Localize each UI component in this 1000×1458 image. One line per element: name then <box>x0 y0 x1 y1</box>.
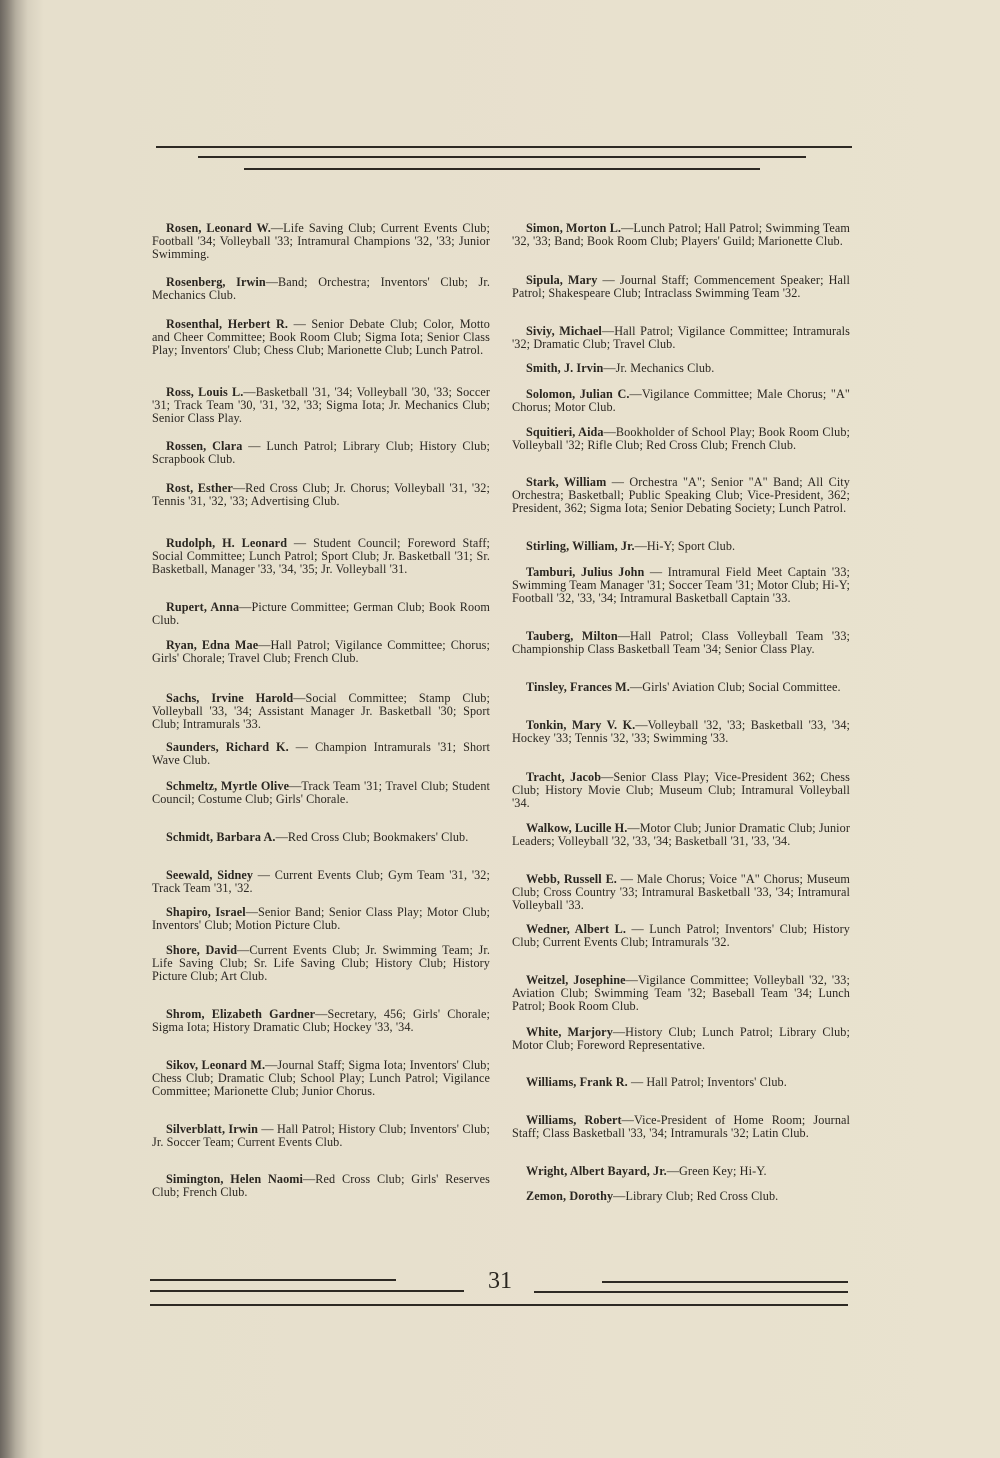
footer-rule-full <box>150 1304 848 1306</box>
student-activities: —Hall Patrol; Vigilance Committee; Chorus; Girls' Chorale; Travel Club; French Club. <box>152 638 490 666</box>
student-entry <box>152 482 490 508</box>
student-name: Sikov, Leonard M. <box>166 1058 266 1072</box>
student-name: Ryan, Edna Mae <box>166 638 259 652</box>
student-name: Williams, Robert <box>526 1113 622 1127</box>
student-entry <box>512 771 850 811</box>
student-activities: —Girls' Aviation Club; Social Committee. <box>629 680 841 694</box>
footer-rule-right-short <box>602 1281 848 1283</box>
student-activities: —Hall Patrol; Class Volleyball Team '33; Championship Class Basketball Team '34; Senior Class Play. <box>512 629 851 657</box>
student-name: Shore, David <box>166 943 238 957</box>
student-entry <box>512 426 850 452</box>
student-name: Tonkin, Mary V. K. <box>526 718 636 732</box>
student-name: Siviy, Michael <box>526 324 602 338</box>
student-entry <box>152 222 490 262</box>
student-activities: —Red Cross Club; Girls' Reserves Club; French Club. <box>152 1172 490 1200</box>
student-name: White, Marjory <box>526 1025 613 1039</box>
student-activities: —Journal Staff; Sigma Iota; Inventors' Club; Chess Club; Dramatic Club; School Play; Lunch Patrol; Vigilance Committee; Marionette Club; Junior Chorus. <box>152 1058 490 1099</box>
student-activities: —Vigilance Committee; Volleyball '32, '33; Aviation Club; Swimming Team '32; Baseball Team '34; Lunch Patrol; Book Room Club. <box>512 973 850 1014</box>
student-entry <box>512 873 850 913</box>
student-activities: — Current Events Club; Gym Team '31, '32; Track Team '31, '32. <box>152 868 490 896</box>
student-name: Weitzel, Josephine <box>526 973 626 987</box>
student-activities: —Lunch Patrol; Hall Patrol; Swimming Team '32, '33; Band; Book Room Club; Players' Guild; Marionette Club. <box>512 221 850 249</box>
student-name: Tracht, Jacob <box>526 770 602 784</box>
student-name: Rost, Esther <box>166 481 233 495</box>
student-activities: —Hall Patrol; Vigilance Committee; Intramurals '32; Dramatic Club; Travel Club. <box>512 324 850 352</box>
page-number: 31 <box>488 1268 512 1294</box>
student-entry <box>512 630 850 656</box>
student-name: Rudolph, H. Leonard <box>166 536 288 550</box>
student-entry <box>152 318 490 358</box>
student-activities: — Student Council; Foreword Staff; Social Committee; Lunch Patrol; Sport Club; Jr. Basketball '31; Sr. Basketball, Manager '33, '34, '35; Jr. Volleyball '31. <box>152 536 490 577</box>
student-entry <box>152 869 490 895</box>
student-entry <box>512 1114 850 1140</box>
student-name: Schmeltz, Myrtle Olive <box>166 779 290 793</box>
student-entry <box>152 1173 490 1199</box>
footer-rule-left-long <box>150 1290 464 1292</box>
student-name: Saunders, Richard K. <box>166 740 289 754</box>
student-entry <box>152 440 490 466</box>
student-entry <box>512 681 850 694</box>
student-entry <box>152 906 490 932</box>
student-name: Shapiro, Israel <box>166 905 246 919</box>
student-entry <box>152 944 490 984</box>
student-activities: —Bookholder of School Play; Book Room Club; Volleyball '32; Rifle Club; Red Cross Club; French Club. <box>512 425 850 453</box>
student-activities: — Intramural Field Meet Captain '33; Swimming Team Manager '31; Soccer Team '31; Motor Club; Hi-Y; Football '32, '33, '34; Intramural Basketball Captain '33. <box>512 565 851 606</box>
student-name: Rosenthal, Herbert R. <box>166 317 289 331</box>
student-activities: —Current Events Club; Jr. Swimming Team; Jr. Life Saving Club; Sr. Life Saving Club; History Club; History Picture Club; Art Club. <box>152 943 491 984</box>
student-entry <box>512 1190 850 1203</box>
student-activities: —Life Saving Club; Current Events Club; Football '34; Volleyball '33; Intramural Champions '32, '33; Junior Swimming. <box>152 221 490 262</box>
student-entry <box>152 639 490 665</box>
footer-rule-right-long <box>534 1291 848 1293</box>
student-entry <box>512 566 850 606</box>
header-rule-middle <box>198 156 806 158</box>
header-rule-top <box>156 146 852 148</box>
student-activities: —Green Key; Hi-Y. <box>666 1164 767 1178</box>
student-entry <box>512 923 850 949</box>
student-activities: — Orchestra "A"; Senior "A" Band; All City Orchestra; Basketball; Public Speaking Club; Vice-President, 362; President, 362; Sigma Iota; Senior Debating Society; Lunch Patrol. <box>512 475 850 516</box>
student-entry <box>512 822 850 848</box>
student-activities: —Senior Band; Senior Class Play; Motor Club; Inventors' Club; Motion Picture Club. <box>152 905 490 933</box>
student-name: Smith, J. Irvin <box>526 361 604 375</box>
student-activities: —Picture Committee; German Club; Book Room Club. <box>152 600 490 628</box>
student-name: Sachs, Irvine Harold <box>166 691 294 705</box>
student-activities: —Red Cross Club; Jr. Chorus; Volleyball '31, '32; Tennis '31, '32, '33; Advertising Club. <box>152 481 490 509</box>
student-entry <box>512 325 850 351</box>
student-activities: —Band; Orchestra; Inventors' Club; Jr. Mechanics Club. <box>152 275 490 303</box>
student-name: Ross, Louis L. <box>166 385 244 399</box>
student-activities: — Journal Staff; Commencement Speaker; Hall Patrol; Shakespeare Club; Intraclass Swimming Team '32. <box>512 273 850 301</box>
student-name: Solomon, Julian C. <box>526 387 630 401</box>
student-name: Tinsley, Frances M. <box>526 680 630 694</box>
student-activities: —History Club; Lunch Patrol; Library Club; Motor Club; Foreword Representative. <box>512 1025 850 1053</box>
student-activities: — Hall Patrol; History Club; Inventors' Club; Jr. Soccer Team; Current Events Club. <box>152 1122 490 1150</box>
student-entry <box>512 1076 850 1089</box>
student-activities: —Volleyball '32, '33; Basketball '33, '34; Hockey '33; Tennis '32, '33; Swimming '33. <box>512 718 850 746</box>
student-activities: — Champion Intramurals '31; Short Wave Club. <box>152 740 490 768</box>
student-name: Squitieri, Aida <box>526 425 604 439</box>
student-entry <box>512 476 850 516</box>
student-name: Seewald, Sidney <box>166 868 254 882</box>
student-name: Sipula, Mary <box>526 273 598 287</box>
student-activities: —Vigilance Committee; Male Chorus; "A" Chorus; Motor Club. <box>512 387 850 415</box>
student-activities: —Senior Class Play; Vice-President 362; Chess Club; History Movie Club; Museum Club; Intramural Volleyball '34. <box>512 770 850 811</box>
student-entry <box>152 601 490 627</box>
student-name: Rossen, Clara <box>166 439 243 453</box>
student-entry <box>512 388 850 414</box>
student-name: Shrom, Elizabeth Gardner <box>166 1007 316 1021</box>
student-entry <box>512 1165 850 1178</box>
student-activities: —Track Team '31; Travel Club; Student Council; Costume Club; Girls' Chorale. <box>152 779 490 807</box>
student-entry <box>152 1123 490 1149</box>
student-activities: —Secretary, 456; Girls' Chorale; Sigma Iota; History Dramatic Club; Hockey '33, '34. <box>152 1007 490 1035</box>
student-activities: — Lunch Patrol; Inventors' Club; History Club; Current Events Club; Intramurals '32. <box>512 922 850 950</box>
student-entry <box>152 692 490 732</box>
student-entry <box>152 386 490 426</box>
student-entry <box>512 540 850 553</box>
student-name: Tamburi, Julius John <box>526 565 645 579</box>
student-activities: —Hi-Y; Sport Club. <box>634 539 736 553</box>
student-name: Stirling, William, Jr. <box>526 539 635 553</box>
student-name: Schmidt, Barbara A. <box>166 830 276 844</box>
student-name: Simon, Morton L. <box>526 221 622 235</box>
student-activities: — Senior Debate Club; Color, Motto and Cheer Committee; Book Room Club; Sigma Iota; Senior Class Play; Inventors' Club; Chess Club; Marionette Club; Lunch Patrol. <box>152 317 490 358</box>
student-entry <box>152 1008 490 1034</box>
student-entry <box>152 831 490 844</box>
student-name: Wedner, Albert L. <box>526 922 626 936</box>
student-activities: — Lunch Patrol; Library Club; History Club; Scrapbook Club. <box>152 439 491 467</box>
student-name: Simington, Helen Naomi <box>166 1172 304 1186</box>
student-name: Rupert, Anna <box>166 600 240 614</box>
student-activities: —Social Committee; Stamp Club; Volleyball '33, '34; Assistant Manager Jr. Basketball '30; Sport Club; Intramurals '33. <box>152 691 490 732</box>
student-name: Zemon, Dorothy <box>526 1189 614 1203</box>
student-entry <box>512 222 850 248</box>
student-activities: —Basketball '31, '34; Volleyball '30, '33; Soccer '31; Track Team '30, '31, '32, '33; Sigma Iota; Jr. Mechanics Club; Senior Class Play. <box>152 385 490 426</box>
student-entry <box>152 741 490 767</box>
student-entry <box>512 719 850 745</box>
student-entry <box>512 362 850 375</box>
student-activities: —Vice-President of Home Room; Journal Staff; Class Basketball '33, '34; Intramurals '32; Latin Club. <box>512 1113 851 1141</box>
student-entry <box>152 780 490 806</box>
student-entry <box>512 974 850 1014</box>
student-entry <box>152 1059 490 1099</box>
student-name: Rosenberg, Irwin <box>166 275 266 289</box>
student-name: Silverblatt, Irwin <box>166 1122 259 1136</box>
student-name: Webb, Russell E. <box>526 872 617 886</box>
student-activities: —Motor Club; Junior Dramatic Club; Junior Leaders; Volleyball '32, '33, '34; Basketball '31, '33, '34. <box>512 821 850 849</box>
footer-rule-left-short <box>150 1279 396 1281</box>
header-rule-bottom <box>244 168 760 170</box>
student-name: Wright, Albert Bayard, Jr. <box>526 1164 667 1178</box>
student-name: Walkow, Lucille H. <box>526 821 628 835</box>
student-name: Rosen, Leonard W. <box>166 221 271 235</box>
student-activities: —Red Cross Club; Bookmakers' Club. <box>275 830 469 844</box>
student-activities: —Library Club; Red Cross Club. <box>613 1189 779 1203</box>
student-entry <box>512 1026 850 1052</box>
student-name: Tauberg, Milton <box>526 629 618 643</box>
student-activities: — Male Chorus; Voice "A" Chorus; Museum Club; Cross Country '33; Intramural Basketball '33, '34; Intramural Volleyball '33. <box>512 872 850 913</box>
student-entry <box>152 276 490 302</box>
student-activities: — Hall Patrol; Inventors' Club. <box>627 1075 787 1089</box>
student-name: Stark, William <box>526 475 607 489</box>
student-activities: —Jr. Mechanics Club. <box>603 361 715 375</box>
student-name: Williams, Frank R. <box>526 1075 628 1089</box>
student-entry <box>152 537 490 577</box>
student-entry <box>512 274 850 300</box>
